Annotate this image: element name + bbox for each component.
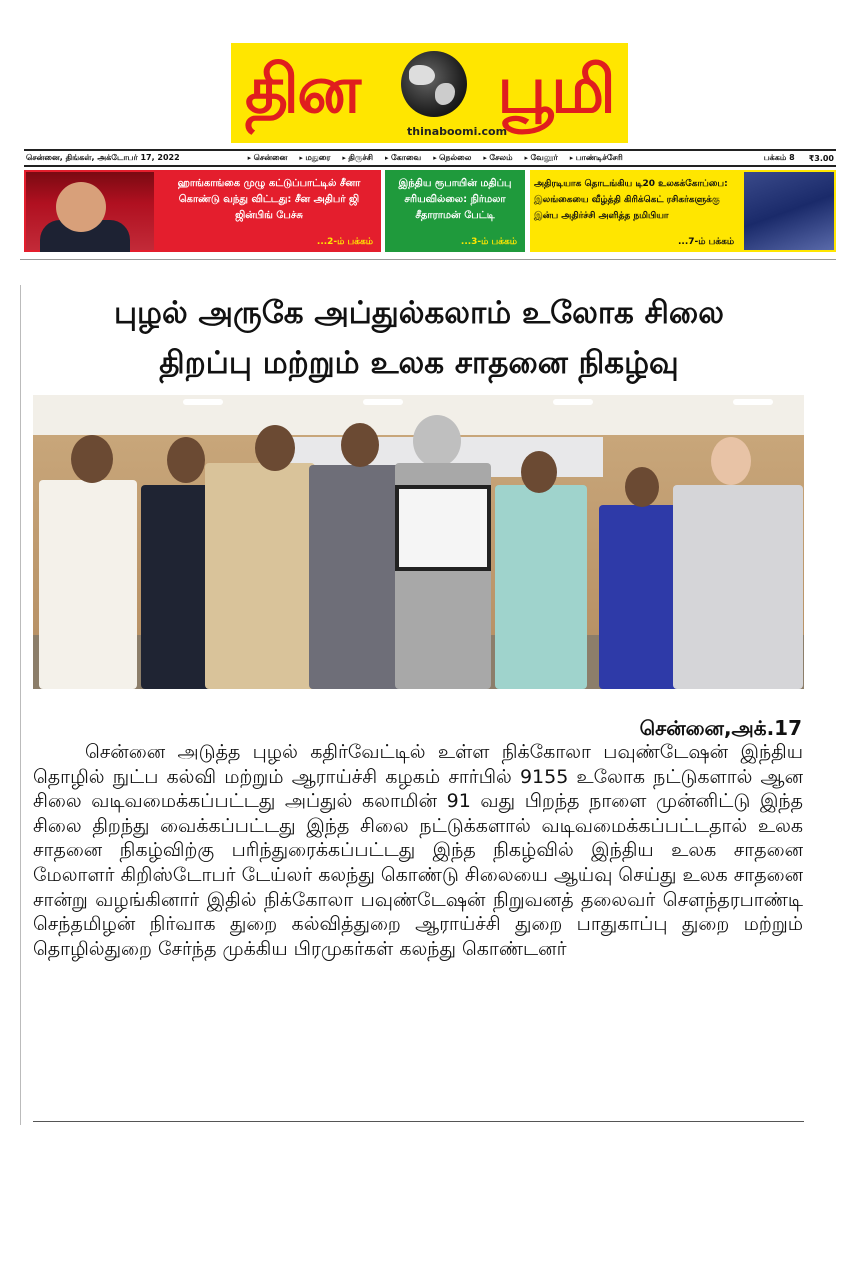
edition-city[interactable]: ▸ நெல்லை bbox=[433, 153, 471, 163]
teaser-text: ஹாங்காங்கை முழு கட்டுப்பாட்டில் சீனா கொண்டு வந்து விட்டது: சீன அதிபர் ஜி ஜின்பிங் பேச்சு bbox=[177, 178, 361, 221]
teaser-cricket[interactable] bbox=[530, 170, 836, 252]
edition-city[interactable]: ▸ சென்னை bbox=[248, 153, 288, 163]
divider bbox=[20, 259, 836, 260]
article-end-rule bbox=[33, 1121, 804, 1122]
edition-city[interactable]: ▸ திருச்சி bbox=[342, 153, 373, 163]
edition-cities bbox=[248, 153, 635, 163]
issue-date: சென்னை, திங்கள், அக்டோபர் 17, 2022 bbox=[26, 153, 180, 162]
article-dateline: சென்னை,அக்.17 bbox=[639, 716, 802, 740]
cricket-photo bbox=[744, 172, 834, 250]
edition-city[interactable]: ▸ சேலம் bbox=[483, 153, 512, 163]
edition-city[interactable]: ▸ பாண்டிச்சேரி bbox=[570, 153, 623, 163]
teaser-page-ref: ...7-ம் பக்கம் bbox=[678, 237, 735, 247]
xi-jinping-photo bbox=[26, 172, 154, 250]
price: ₹3.00 bbox=[808, 153, 834, 163]
teaser-china[interactable] bbox=[24, 170, 381, 252]
event-photo bbox=[33, 395, 804, 689]
article-headline bbox=[34, 288, 804, 388]
teaser-page-ref: ...2-ம் பக்கம் bbox=[316, 237, 373, 247]
headline-line-2: திறப்பு மற்றும் உலக சாதனை நிகழ்வு bbox=[159, 345, 679, 381]
column-rule bbox=[20, 285, 21, 1125]
headline-line-1: புழல் அருகே அப்துல்கலாம் உலோக சிலை bbox=[113, 295, 724, 331]
edition-city[interactable]: ▸ கோவை bbox=[385, 153, 421, 163]
globe-icon bbox=[401, 51, 467, 117]
masthead-title-right: பூமி bbox=[497, 51, 614, 128]
teaser-text: இந்திய ரூபாயின் மதிப்பு சரியவில்லை: நிர்மலா சீதாராமன் பேட்டி bbox=[398, 178, 512, 221]
masthead-url: thinaboomi.com bbox=[407, 125, 508, 138]
article-body: சென்னை அடுத்த புழல் கதிர்வேட்டில் உள்ள நிக்கோலா பவுண்டேஷன் இந்திய தொழில் நுட்ப கல்வி மற்றும் ஆராய்ச்சி கழகம் சார்பில் 9155 உலோக நட்டுகளால் ஆன சிலை வடிவமைக்கப்பட்டது அப்துல் கலாமின் 91 வது பிறந்த நாளை முன்னிட்டு இந்த சிலை திறந்து வைக்கப்பட்டது இந்த சிலை நட்டுக்களால் வடிவமைக்கப்பட்டதால் உலக சாதனை நிகழ்விற்கு பரிந்துரைக்கப்பட்டது இந்த நிகழ்வில் இந்திய உலக சாதனை மேலாளர் கிறிஸ்டோபர் டேய்லர் கலந்து கொண்டு சிலையை ஆய்வு செய்து உலக சாதனை சான்று வழங்கினார் இதில் நிக்கோலா பவுண்டேஷன் நிறுவனத் தலைவர் சௌந்தரபாண்டி செந்தமிழன் நிர்வாக துறை கல்வித்துறை ஆராய்ச்சி துறை பாதுகாப்பு துறை மற்றும் தொழில்துறை சேர்ந்த முக்கிய பிரமுகர்கள் கலந்து கொண்டனர் bbox=[33, 741, 803, 960]
certificate bbox=[395, 485, 491, 571]
teaser-text: அதிரடியாக தொடங்கிய டி20 உலகக்கோப்பை: இலங்கையை வீழ்த்தி கிரிக்கெட் ரசிகர்களுக்கு இன்ப அதிர்ச்சி அளித்த நமிபியா bbox=[534, 179, 728, 221]
teaser-page-ref: ...3-ம் பக்கம் bbox=[460, 237, 517, 247]
date-strip bbox=[24, 149, 836, 167]
kalam-statue bbox=[413, 415, 461, 467]
masthead-title-left: தின bbox=[245, 51, 360, 128]
edition-city[interactable]: ▸ மதுரை bbox=[299, 153, 330, 163]
teaser-rupee[interactable] bbox=[385, 170, 525, 252]
page-number: பக்கம் 8 bbox=[763, 153, 795, 162]
edition-city[interactable]: ▸ வேலூர் bbox=[525, 153, 558, 163]
masthead-logo bbox=[231, 43, 628, 143]
